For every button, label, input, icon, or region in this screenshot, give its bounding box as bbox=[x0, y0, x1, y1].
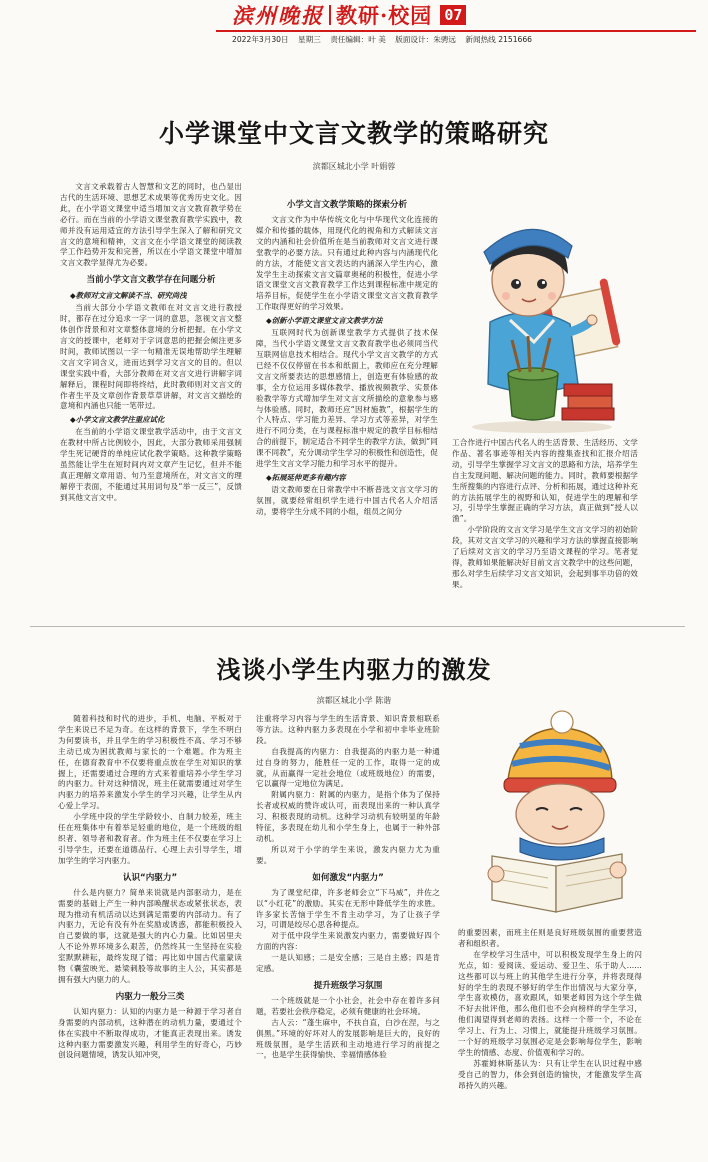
masthead-rule bbox=[216, 30, 696, 32]
paragraph: 自我提高的内驱力：自我提高的内驱力是一种通过自身的努力，能胜任一定的工作，取得一定的成就，从而赢得一定社会地位（或班级地位）的需要，它以赢得一定地位为满足。 bbox=[256, 746, 440, 789]
paragraph: 附属内驱力：附属的内驱力，是指个体为了保持长者或权威的赞许或认可，而表现出来的一种认真学习、积极表现的动机。这种学习动机有较明显的年龄特征，多表现在幼儿和小学生身上，也属于一种外部动机。 bbox=[256, 790, 440, 843]
article1-column-1 bbox=[60, 182, 242, 612]
paragraph: 所以对于小学的学生来说，激发内驱力尤为重要。 bbox=[256, 844, 440, 865]
paragraph: 互联网时代为创新课堂教学方式提供了技术保障，当代小学语文课堂文言文教育教学也必须同当代互联网信息技术相结合。现代小学文言文教学的方式已经不仅仅停留在书本和纸面上，教师应在充分理解文言文所要表达的思想感情上，创造更有体验感的故事，全方位运用多媒体教学、播放视频教学、实景体验教学等方式增加学生对文言文所描绘的意象参与感与体验感。同时，教师还应“因材施教”，根据学生的个人特点、学习能力差异、学习方式等差异，对学生进行不同分类，在与课程标准中规定的教学目标相结合的前提下，制定适合不同学生的教学方法，做到“同课不同教”，充分调动学生学习的积极性和创造性，促进学生文言文学习能力和学习水平的提升。 bbox=[256, 328, 438, 469]
subheading: 提升班级学习氛围 bbox=[313, 980, 383, 991]
masthead-separator bbox=[329, 5, 331, 25]
paragraph: 随着科技和时代的进步，手机、电脑、平板对于学生来说已不足为奇。在这样的背景下，学生不明白为何要读书，并且学生的学习积极性不高、学习不够主动已成为困扰教师与家长的一个难题。作为班主任，在德育教育中不仅要将重点放在学生对知识的掌握上，还需要通过合理的方式来着重培养小学生学习的内驱力。针对这种情况，班主任就需要通过对学生内驱力的培养来激发小学生的学习兴趣，让学生从内心爱上学习。 bbox=[58, 714, 242, 811]
paragraph: 当前大部分小学语文教师在对文言文进行教授时，都存在过分追求一字一词的意思，忽视文言文整体创作背景和对文章整体意境的分析把握。在小学文言文的授课中，老师对于字词意思的把握会倾注更多时间，教师试图以一字一句精准无误地帮助学生理解文言文字词含义，进而达到学习文言文的目的。但以课堂实践中看，大部分教师在对文言文进行讲解字词解释后，课程时间即将终结，此时教师则对文言文的作者生平及文章创作背景草草讲解，对文言文描绘的意境和内涵也只能一笔带过。 bbox=[60, 303, 242, 411]
paragraph: 苏霍姆林斯基认为：只有让学生在认识过程中感受自己的智力，体会到创造的愉快，才能激发学生高昂持久的兴趣。 bbox=[458, 1058, 642, 1090]
paragraph: 注重将学习内容与学生的生活背景、知识背景相联系等方法。这种内驱力多表现在小学和初中非毕业班阶段。 bbox=[256, 714, 440, 745]
paragraph: 的重要因素，而班主任则是良好班级氛围的重要营造者和组织者。 bbox=[458, 928, 642, 948]
article1-title: 小学课堂中文言文教学的策略研究 bbox=[158, 119, 549, 148]
article2-title: 浅谈小学生内驱力的激发 bbox=[216, 656, 492, 684]
article2-column-3 bbox=[458, 928, 642, 1160]
masthead bbox=[232, 2, 466, 28]
paragraph: 为了课堂纪律，许多老师会立“下马威”，并佐之以“小红花”的激励。其实在无形中降低学生的求胜。许多家长苦恼于学生不肯主动学习，为了让孩子学习，可谓是绞尽心思各种提点。 bbox=[256, 887, 440, 930]
section-bullet: ◆小学文言文教学注重应试化 bbox=[70, 415, 165, 425]
page-number: 07 bbox=[440, 5, 466, 25]
paragraph: 小学阶段的文言文学习是学生文言文学习的初始阶段，其对文言文学习的兴趣和学习方法的掌握直接影响了后续对文言文的学习乃至语文课程的学习。笔者觉得，教师如果能解决好目前文言文教学中的这些问题，那么对学生后续学习文言文知识，会起到事半功倍的效果。 bbox=[452, 525, 638, 589]
paragraph: 什么是内驱力？简单来说就是内部驱动力，是在需要的基础上产生一种内部唤醒状态或紧张状态，表现为推动有机活动以达到满足需要的内部动力。有了内驱力，无论有没有外在奖励或诱惑，都能积极投入自己要做的事，这就是强大的内心力量。比如居里夫人不论外界环境多么艰苦，仍然终其一生坚持在实验室默默耕耘，最终发现了镭；再比如中国古代童蒙读物《囊萤映光、悬梁刺股等故事的主人公，其实都是拥有强大内驱力的人。 bbox=[58, 887, 242, 984]
subheading: 内驱力一般分三类 bbox=[115, 991, 185, 1002]
article1-author: 滨都区城北小学 叶娟蓉 bbox=[312, 162, 396, 171]
paragraph: 工合作进行中国古代名人的生活背景、生活经历、文学作品、著名事迹等相关内容的搜集查找和汇报介绍活动，引导学生掌握学习文言文的思路和方法，培养学生自主发现问题、解决问题的能力。同时，教师要根据学生所搜集的内容进行点评、分析和拓展，通过这种补充的方法拓展学生的视野和认知，促进学生的理解和学习，引导学生掌握正确的学习方法，真正做到“授人以渔”。 bbox=[452, 438, 638, 524]
issue-meta bbox=[232, 34, 539, 45]
paragraph: 文言文作为中华传统文化与中华现代文化连接的媒介和传播的载体，用现代化的视角和方式解读文言文的内涵和社会价值所在是当前教师对文言文进行课堂教学的必要方法。只有通过此种内容与内涵现代化的方法，才能使文言文表达的内涵深入学生内心，激发学生主动探索文言文篇章奥秘的积极性，促进小学语文课堂文言文教育教学工作达到课程标准中规定的培养目标，促使学生在小学语文课堂文言文教育教学工作取得更好的学习效果。 bbox=[256, 215, 438, 312]
article2-column-2 bbox=[256, 714, 440, 1160]
subheading: 如何激发“内驱力” bbox=[312, 872, 384, 883]
section-bullet: ◆拓展延伸更多有趣内容 bbox=[266, 472, 346, 482]
issue-weekday: 星期三 bbox=[298, 35, 321, 44]
article2-column-1 bbox=[58, 714, 242, 1160]
paragraph: 一是认知感；二是安全感；三是自主感；四是肯定感。 bbox=[256, 953, 440, 974]
scholar-illustration bbox=[450, 202, 635, 434]
paragraph: 小学班中段的学生学龄较小、自制力较差，班主任在班集体中有着举足轻重的地位，是一个班级的组织者、领导者和教育者。作为班主任不仅要在学习上引导学生，还要在道德品行、心理上去引导学生，增加学生的学习内驱力。 bbox=[58, 812, 242, 865]
hotline: 新闻热线 2151666 bbox=[465, 35, 533, 44]
paragraph: 一个班级就是一个小社会，社会中存在着许多问题，若要社会秩序稳定，必须有健康的社会环境。 bbox=[256, 995, 440, 1016]
section-name: 教研·校园 bbox=[336, 3, 433, 28]
paragraph: 对于低中段学生来说激发内驱力，需要做好四个方面的内容： bbox=[256, 931, 440, 952]
designer: 版面设计：朱骋远 bbox=[395, 35, 456, 44]
reading-child-illustration bbox=[462, 706, 642, 924]
subheading: 当前小学文言文教学存在问题分析 bbox=[86, 275, 216, 286]
subheading: 小学文言文教学策略的探索分析 bbox=[286, 200, 408, 210]
paragraph: 文言文承载着古人智慧和文艺的同时，也凸显出古代的生活环境、思想艺术成果等优秀历史文化。因此，在小学语文课堂中适当增加文言文教育教学势在必行。而在当前的小学语文课堂教育教学实践中，教师并没有运用适宜的方法引导学生深入了解和研究文言文的意境和精神，文言文在小学语文课堂的阅读教学工作趋势开发和完善，所以在小学语文课堂中增加文言文教学显得尤为必要。 bbox=[60, 182, 242, 268]
article1-column-2 bbox=[256, 194, 438, 624]
paragraph: 认知内驱力：认知的内驱力是一种源于学习者自身需要的内部动机，这种潜在的动机力量，要通过个体在实践中不断取得成功，才能真正表现出来。诱发这种内驱力需要激发兴趣，利用学生的好奇心，巧妙创设问题情境，诱发认知冲突， bbox=[58, 1006, 242, 1060]
paragraph: 在学校学习生活中，可以积极发现学生身上的闪光点，如：爱阅读、爱运动、爱卫生、乐于助人……这些都可以与班上的其他学生进行分享，并将表现得好的学生的表现不够好的学生作出情况与大家分享，学生喜欢模仿，喜欢跟风，如果老师因为这个学生做不好去批评他，那么他们也不会向榜样的学生学习，他们渴望得到老师的表扬。这样一个带一个，不论在学习上、行为上、习惯上，就能提升班级学习氛围。一个好的班级学习氛围必定是会影响每位学生，影响学生的情感、态度、价值观和学习的。 bbox=[458, 949, 642, 1057]
newspaper-name: 滨州晚报 bbox=[232, 3, 324, 28]
article1-column-3 bbox=[452, 438, 638, 616]
section-bullet: ◆创新小学语文课堂文言文教学方法 bbox=[266, 316, 383, 326]
article-divider bbox=[30, 626, 685, 627]
paragraph: 古人云：“蓬生麻中，不扶自直，白沙在涅，与之俱黑。”环境的好坏对人的发展影响是巨大的，良好的班级氛围，是学生活跃和主动地进行学习的前提之一，也是学生获得愉快、幸福情感体验 bbox=[256, 1017, 440, 1060]
editor: 责任编辑：叶 美 bbox=[330, 35, 386, 44]
paragraph: 在当前的小学语文课堂教学活动中，由于文言文在教材中所占比例较小，因此，大部分教师采用强制学生死记硬背的单纯应试化教学策略。这种教学策略虽然能让学生在短时间内对文章产生记忆，但并不能真正理解文章用语、句乃至意境所在，对文言文的理解停于表面，不能通过其用词句及“举一反三”，反馈到其他文言文中。 bbox=[60, 427, 242, 502]
article2-author: 滨都区城北小学 陈谐 bbox=[316, 696, 392, 705]
section-bullet: ◆教师对文言文解读不当、研究尚浅 bbox=[70, 291, 187, 301]
paragraph: 语文教师要在日常教学中不断普选文言文学习的氛围，就要经常组织学生进行中国古代名人介绍活动，要将学生分成不同的小组，组员之间分 bbox=[256, 484, 438, 516]
issue-date: 2022年3月30日 bbox=[232, 35, 289, 44]
subheading: 认识“内驱力” bbox=[122, 872, 178, 883]
